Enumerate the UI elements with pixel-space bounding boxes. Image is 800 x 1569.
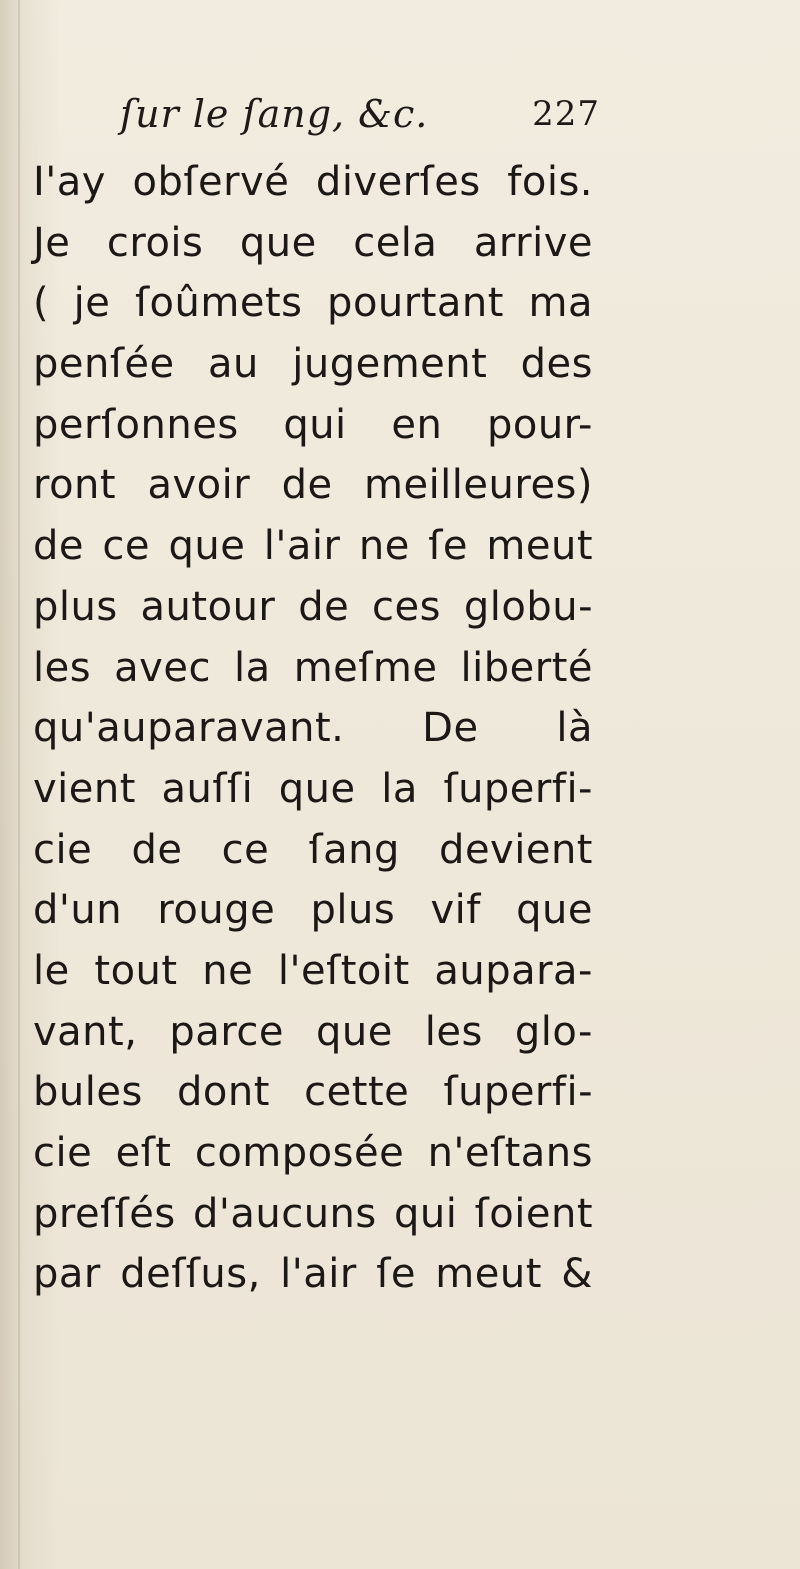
text-line: le tout ne l'eſtoit aupara- bbox=[33, 947, 593, 994]
text-line: de ce que l'air ne ſe meut bbox=[33, 523, 593, 570]
text-line: d'un rouge plus vif que bbox=[33, 887, 593, 934]
text-line: ront avoir de meilleures) bbox=[33, 462, 593, 509]
text-line: qu'auparavant. De là bbox=[33, 705, 593, 752]
page-header bbox=[120, 92, 600, 152]
text-line: penſée au jugement des bbox=[33, 341, 593, 388]
text-line: cie de ce ſang devient bbox=[33, 826, 593, 873]
text-line: vant, parce que les glo- bbox=[33, 1008, 593, 1055]
text-line: bules dont cette ſuperfi- bbox=[33, 1069, 593, 1116]
text-line: par deſſus, l'air ſe meut & bbox=[33, 1251, 593, 1298]
body-text bbox=[33, 152, 593, 1305]
text-line: perſonnes qui en pour- bbox=[33, 401, 593, 448]
text-line: preſſés d'aucuns qui ſoient bbox=[33, 1190, 593, 1237]
text-line: cie eſt composée n'eſtans bbox=[33, 1130, 593, 1176]
text-line: les avec la meſme liberté bbox=[33, 644, 593, 691]
page-gutter-shadow bbox=[18, 0, 20, 1569]
text-line: vient auſſi que la ſuperfi- bbox=[33, 765, 593, 812]
running-title: ſur le ſang, &c. bbox=[120, 92, 429, 136]
text-line: I'ay obſervé diverſes fois. bbox=[33, 159, 593, 205]
text-line: ( je ſoûmets pourtant ma bbox=[33, 280, 593, 327]
text-line: Je crois que cela arrive bbox=[33, 219, 593, 266]
text-line: plus autour de ces globu- bbox=[33, 583, 593, 630]
page-number: 227 bbox=[532, 94, 600, 134]
